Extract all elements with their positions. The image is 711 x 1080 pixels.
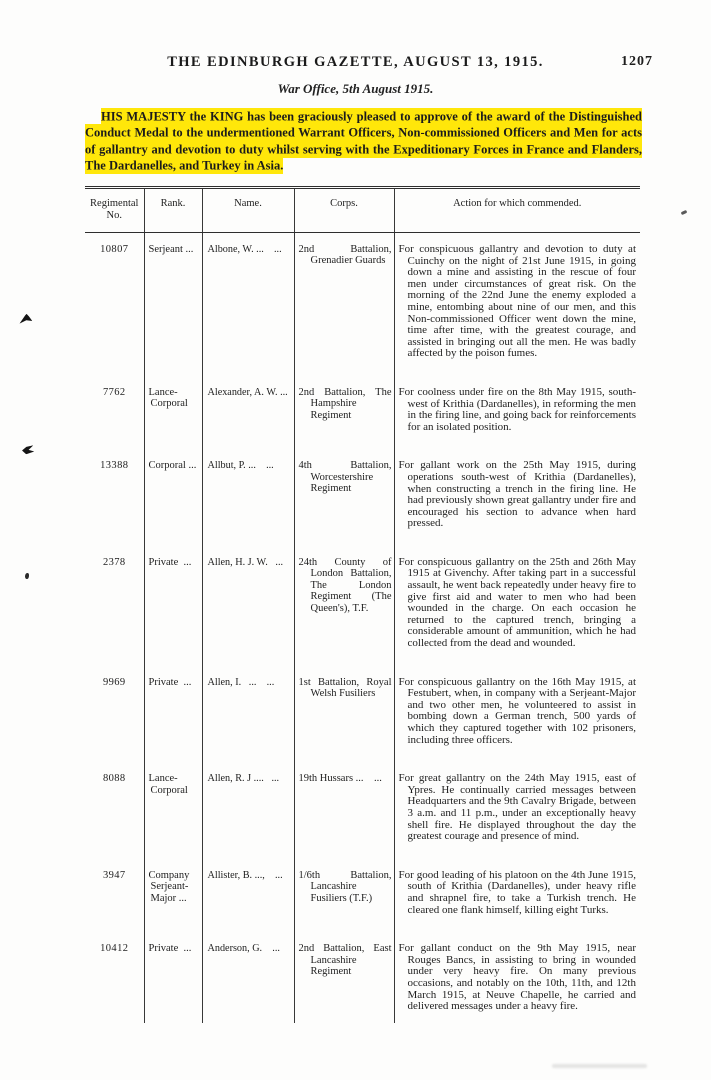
table-row <box>85 943 640 1023</box>
regimental-no-cell: 10807 <box>85 233 144 387</box>
corps-cell: 4th Battalion, Worcestershire Regiment <box>294 460 394 557</box>
rank-cell: Lance-Corporal <box>144 387 202 460</box>
page-number: 1207 <box>621 54 653 69</box>
action-cell: For coolness under fire on the 8th May 1915, south-west of Krithia (Dardanelles), in reforming the men in the firing line, and going back for reinforcements for an isolated position. <box>398 385 636 433</box>
regimental-no-cell: 9969 <box>85 677 144 774</box>
header-name: Name. <box>202 188 294 233</box>
action-cell: For conspicuous gallantry and devotion to duty at Cuinchy on the night of 21st June 1915, in going down a mine and assisting in the rescue of four men under circumstances of great risk. On the morning of the 22nd June the enemy exploded a mine, entombing about nine of our men, and this Non-commissioned Officer went down the mine, time after time, with the greatest courage, and assisted in bringing out all the men. He was badly affected by the poison fumes. <box>398 243 636 360</box>
table-row <box>85 870 640 943</box>
table-row <box>85 387 640 460</box>
ink-mark <box>19 313 33 323</box>
rank-cell: Private ... <box>144 677 202 774</box>
rank-cell: Private ... <box>144 943 202 1023</box>
regimental-no-cell: 3947 <box>85 870 144 943</box>
regimental-no-cell: 10412 <box>85 943 144 1023</box>
action-cell: For conspicuous gallantry on the 16th May 1915, at Festubert, when, in company with a Serjeant-Major and two other men, he volunteered to assist in bombing down a German trench, 500 yards of which they captured together with 102 prisoners, including three officers. <box>398 675 636 746</box>
regimental-no-cell: 7762 <box>85 387 144 460</box>
regimental-no-cell: 8088 <box>85 773 144 870</box>
name-cell: Allister, B. ..., ... <box>202 870 294 943</box>
corps-cell: 24th County of London Battalion, The London Regiment (The Queen's), T.F. <box>294 557 394 677</box>
name-cell: Allen, R. J .... ... <box>202 773 294 870</box>
header-corps: Corps. <box>294 188 394 233</box>
rank-cell: Private ... <box>144 557 202 677</box>
rank-cell: Corporal ... <box>144 460 202 557</box>
table-row <box>85 557 640 677</box>
masthead-row <box>0 54 711 74</box>
name-cell: Alexander, A. W. ... <box>202 387 294 460</box>
name-cell: Allen, I. ... ... <box>202 677 294 774</box>
dateline: War Office, 5th August 1915. <box>277 81 434 96</box>
rank-cell: Serjeant ... <box>144 233 202 387</box>
name-cell: Allen, H. J. W. ... <box>202 557 294 677</box>
regimental-no-cell: 13388 <box>85 460 144 557</box>
corps-cell: 19th Hussars ... ... <box>294 773 394 870</box>
table-row <box>85 460 640 557</box>
table-header-row <box>85 188 640 233</box>
ink-mark <box>25 573 29 579</box>
action-cell: For gallant conduct on the 9th May 1915, near Rouges Bancs, in assisting to bring in wounded under very heavy fire. On many previous occasions, and notably on the 10th, 11th, and 12th March 1915, at Neuve Chapelle, he carried and delivered messages under a heavy fire. <box>398 942 636 1013</box>
name-cell: Anderson, G. ... <box>202 943 294 1023</box>
table-row <box>85 677 640 774</box>
name-cell: Albone, W. ... ... <box>202 233 294 387</box>
action-cell: For great gallantry on the 24th May 1915, east of Ypres. He continually carried messages between Headquarters and the 9th Cavalry Brigade, between 3 a.m. and 11 p.m., under an exceptionally heavy shell fire. He displayed throughout the day the greatest courage and presence of mind. <box>398 772 636 843</box>
rank-cell: Lance-Corporal <box>144 773 202 870</box>
scan-smudge <box>552 1064 647 1068</box>
regimental-no-cell: 2378 <box>85 557 144 677</box>
highlighted-text: HIS MAJESTY the KING has been graciously pleased to approve of the award of the Distinguished Conduct Medal to the undermentioned Warrant Officers, Non-commissioned Officers and Men for acts of gallantry and devotion to duty whilst serving with the Expeditionary Forces in France and Flanders, The Dardanelles, and Turkey in Asia. <box>85 109 642 173</box>
royal-notice <box>85 108 642 174</box>
name-cell: Allbut, P. ... ... <box>202 460 294 557</box>
table-row <box>85 233 640 387</box>
table-row <box>85 773 640 870</box>
action-cell: For gallant work on the 25th May 1915, during operations south-west of Krithia (Dardanelles), when constructing a trench in the firing line. He had previously shown great gallantry under fire and encouraged his section to advance when hard pressed. <box>398 459 636 530</box>
corps-cell: 1st Battalion, Royal Welsh Fusiliers <box>294 677 394 774</box>
medal-award-table <box>85 186 640 1023</box>
header-rank: Rank. <box>144 188 202 233</box>
corps-cell: 2nd Battalion, Grenadier Guards <box>294 233 394 387</box>
corps-cell: 2nd Battalion, The Hampshire Regiment <box>294 387 394 460</box>
ink-mark <box>681 210 688 215</box>
ink-mark <box>22 445 35 455</box>
corps-cell: 2nd Battalion, East Lancashire Regiment <box>294 943 394 1023</box>
corps-cell: 1/6th Battalion, Lancashire Fusiliers (T.F.) <box>294 870 394 943</box>
action-cell: For conspicuous gallantry on the 25th and 26th May 1915 at Givenchy. After taking part in a successful assault, he went back repeatedly under heavy fire to give first aid and water to men who had been wounded in the charge. On each occasion he returned to the captured trench, bringing a considerable amount of ammunition, which he had collected from the dead and wounded. <box>398 555 636 650</box>
rank-cell: Company Serjeant-Major ... <box>144 870 202 943</box>
header-action: Action for which commended. <box>394 188 640 233</box>
action-cell: For good leading of his platoon on the 4th June 1915, south of Krithia (Dardanelles), under heavy rifle and shrapnel fire, to take a Turkish trench. He cleared one flank himself, killing eight Turks. <box>398 868 636 916</box>
header-regimental-no: Regimental No. <box>85 188 144 233</box>
masthead-title: THE EDINBURGH GAZETTE, AUGUST 13, 1915. <box>167 54 544 70</box>
